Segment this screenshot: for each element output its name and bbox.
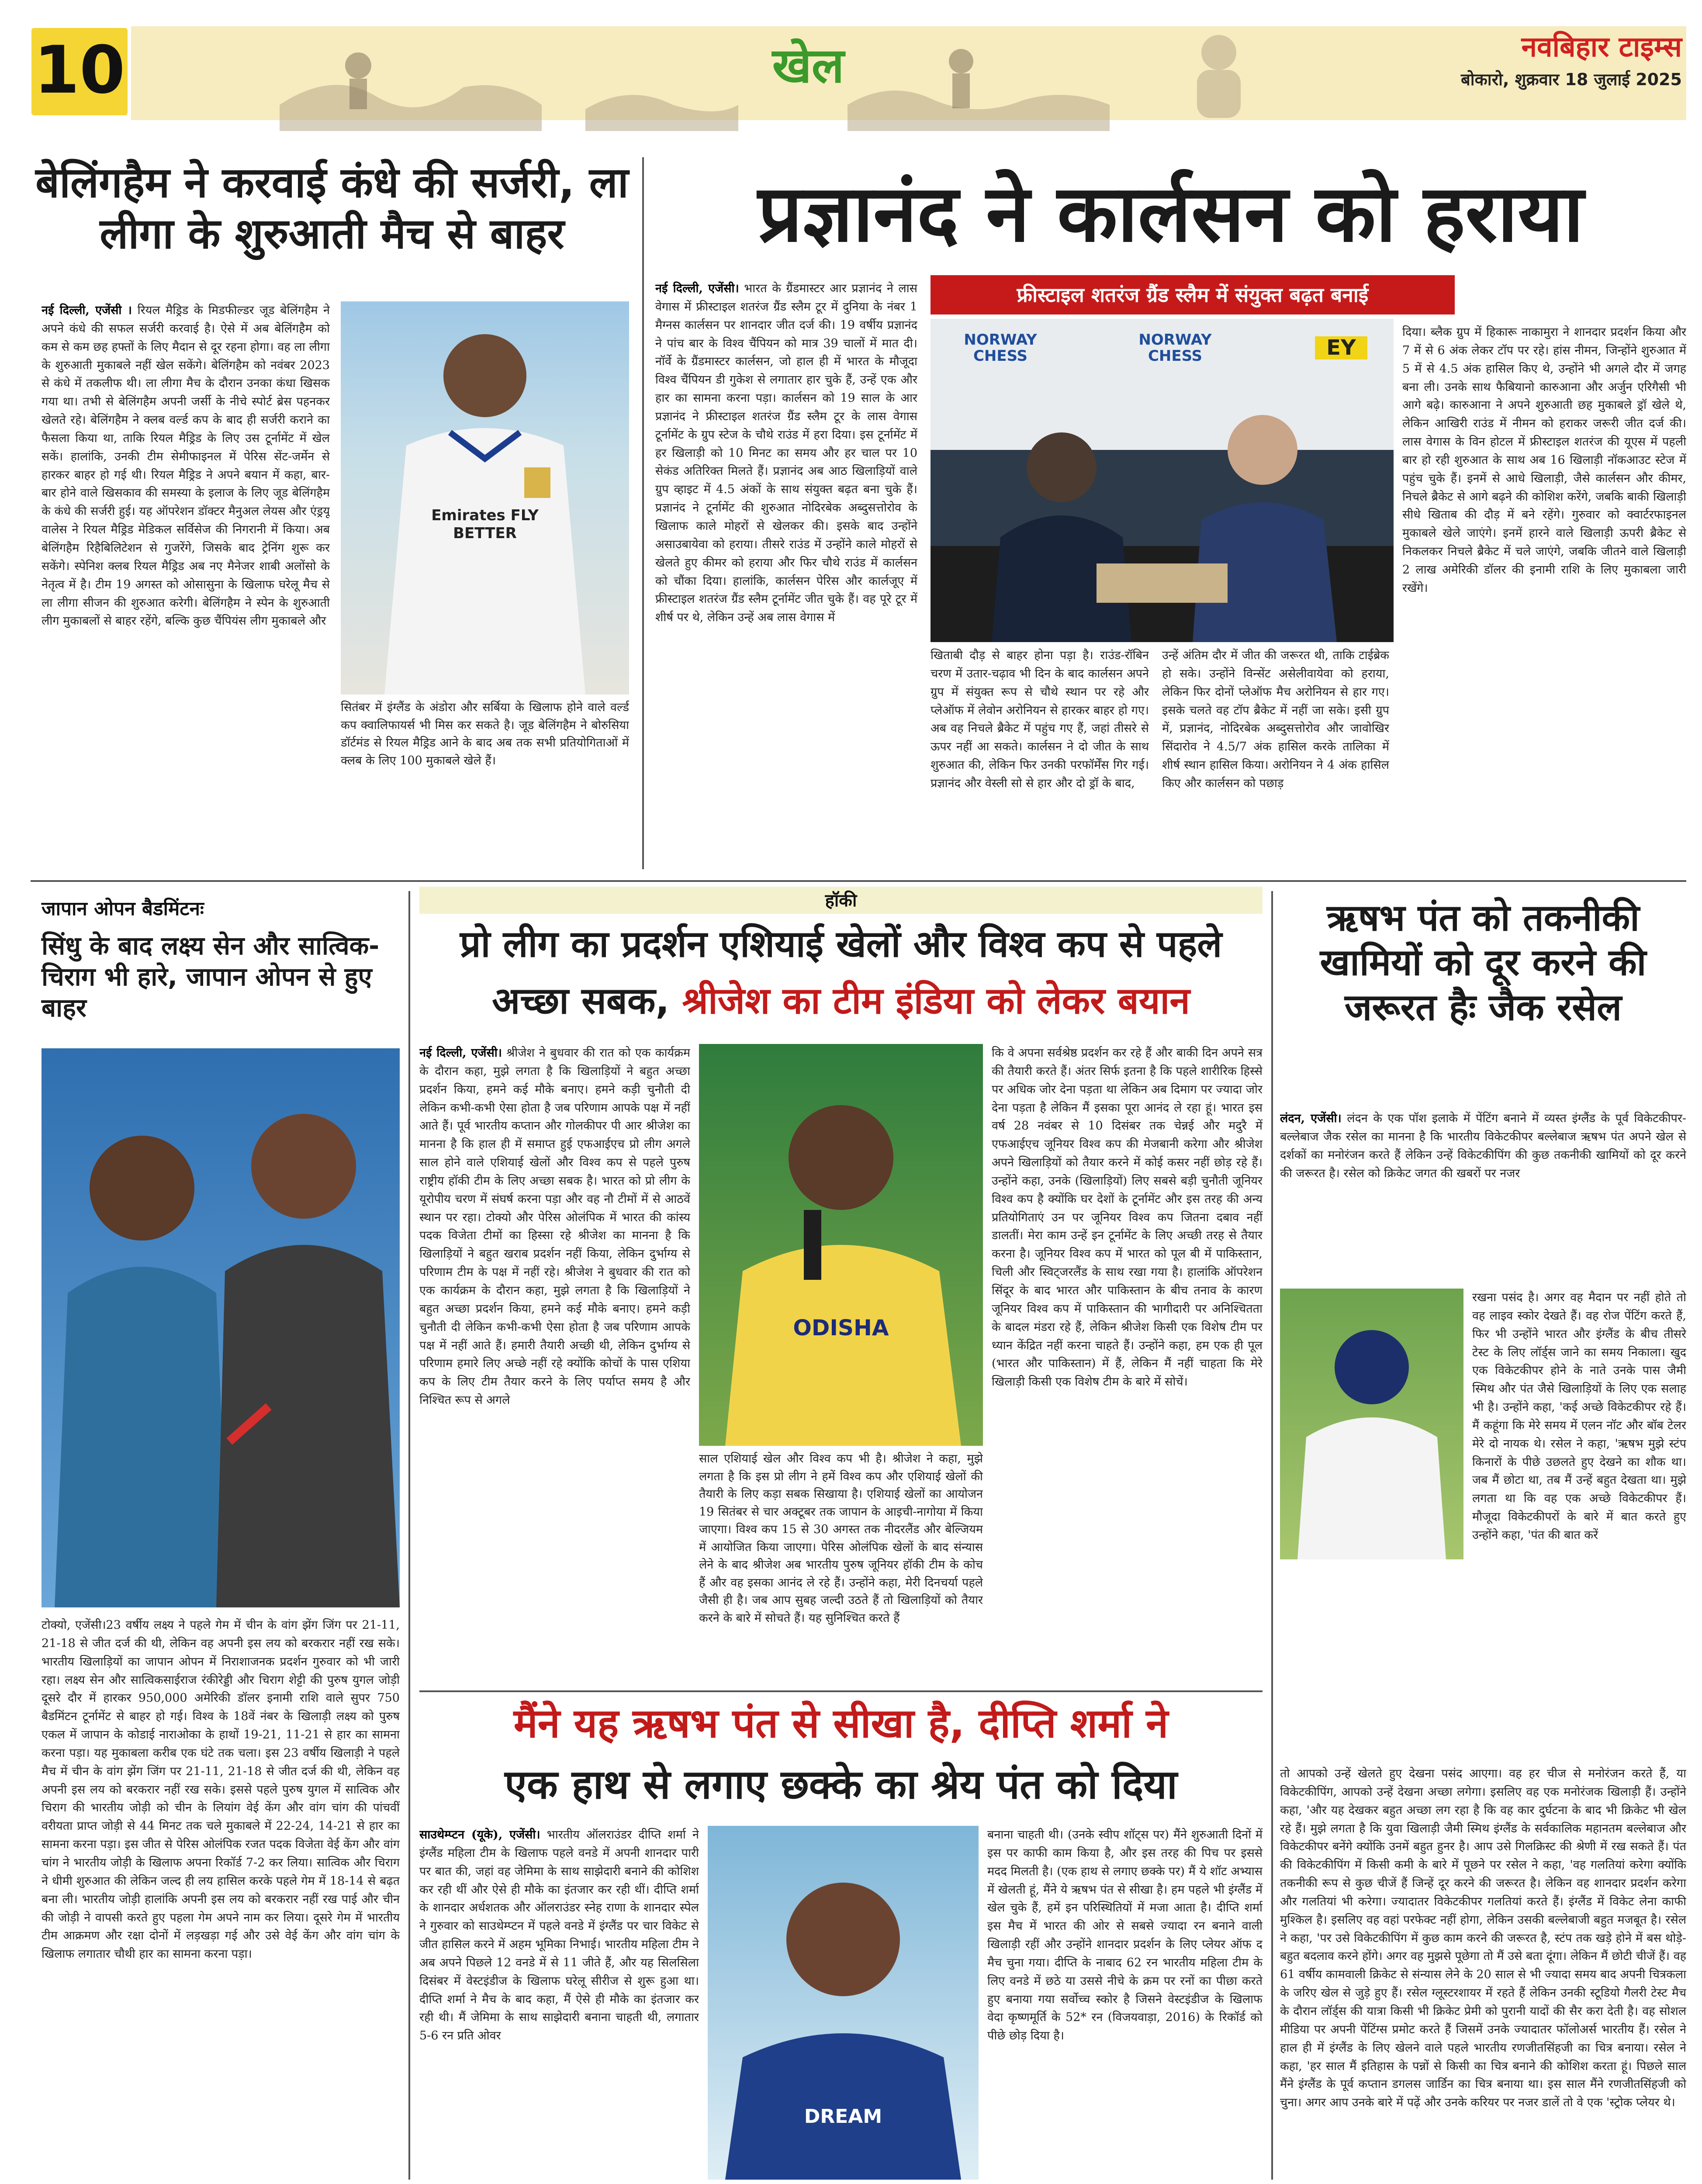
- article-dateline: नई दिल्ली, एजेंसी।: [655, 282, 739, 295]
- jersey-sponsor-text: ODISHA: [793, 1315, 889, 1341]
- article-dateline: लंदन, एजेंसी।: [1280, 1112, 1342, 1125]
- jersey-sponsor-text: Emirates FLY BETTER: [431, 507, 539, 542]
- photo-caption: साल एशियाई खेल और विश्व कप भी है। श्रीजेश ने कहा, मुझे लगता है कि इस प्रो लीग ने हमें विश्व कप और एशियाई खेलों की तैयारी के लिए कड़ा सबक सिखाया है। एशियाई खेलों का आयोजन 19 सितंबर से चार अक्टूबर तक जापान के आइची-नागोया में किया जाएगा। विश्व कप 15 से 30 अगस्त तक नीदरलैंड और बेल्जियम में आयोजित किया जाएगा। पेरिस ओलंपिक खेलों के बाद संन्यास लेने के बाद श्रीजेश अब भारतीय पुरुष जूनियर हॉकी टीम के कोच हैं और वह इसका आनंद ले रहे हैं। उन्होंने कहा, मेरी दिनचर्या पहले जैसी ही है। जब आप सुबह जल्दी उठते हैं तो खिलाड़ियों को तैयार करने के बारे में सोचते हैं। यह सुनिश्चित करते हैं: [699, 1452, 983, 1625]
- section-tag: [419, 887, 1263, 914]
- dateline: बोकारो, शुक्रवार 18 जुलाई 2025: [1461, 70, 1682, 89]
- chess-photo: [931, 319, 1394, 642]
- headline-highlight: श्रीजेश का टीम इंडिया को लेकर बयान: [682, 979, 1190, 1022]
- sponsor-banner: NORWAY CHESS: [964, 331, 1037, 365]
- article-col: रखना पसंद है। अगर वह मैदान पर नहीं होते तो वह लाइव स्कोर देखते हैं। वह रोज पेंटिंग करते हैं, फिर भी उन्होंने भारत और इंग्लैंड के बीच तीसरे टेस्ट के लिए लॉर्ड्स जाने का समय निकाला। खुद एक विकेटकीपर होने के नाते उनके पास जैमी स्मिथ और पंत जैसे खिलाड़ियों के लिए एक सलाह भी है। उन्होंने कहा, 'कई अच्छे विकेटकीपर रहे हैं। मैं कहूंगा कि मेरे समय में एलन नॉट और बॉब टेलर मेरे दो नायक थे। रसेल ने कहा, 'ऋषभ मुझे स्टंप किनारों के पीछे उछलते हुए देखने का शौक था। जब मैं छोटा था, तब मैं उन्हें बहुत देखता था। मुझे लगता था कि वह एक अच्छे विकेटकीपर हैं। मौजूदा विकेटकीपरों के बारे में बात करते हुए उन्होंने कहा, 'पंत की बात करें: [1472, 1291, 1686, 1542]
- article-text: भारतीय ऑलराउंडर दीप्ति शर्मा ने इंग्लैंड महिला टीम के खिलाफ पहले वनडे में अपनी शानदार पारी पर बात की, जहां वह जेमिमा के साथ साझेदारी बनाने की कोशिश कर रही थीं और ऐसे ही मौके का इंतजार कर रही थीं। दीप्ति शर्मा के शानदार अर्धशतक और ऑलराउंडर स्नेह राणा के शानदार स्पेल ने गुरुवार को साउथेम्प्टन में पहले वनडे में इंग्लैंड पर चार विकेट से जीत हासिल करने में अहम भूमिका निभाई। भारतीय महिला टीम ने अब अपने पिछले 12 वनडे में से 11 जीते हैं, और यह सिलसिला दिसंबर में वेस्टइंडीज के खिलाफ घरेलू सीरीज से शुरू हुआ था। दीप्ति शर्मा ने मैच के बाद कहा, मैं ऐसे ही मौके का इंतजार कर रही थी। मैं जेमिमा के साथ साझेदारी बनाना चाहती थी, लगातार 5-6 रन प्रति ओवर: [419, 1828, 699, 2043]
- article-col: बनाना चाहती थी। (उनके स्वीप शॉट्स पर) मैंने शुरुआती दिनों में इस पर काफी काम किया है, और इस तरह की पिच पर इससे मदद मिलती है। (एक हाथ से लगाए छक्के पर) मैं ये शॉट अभ्यास में खेलती हूं, मैंने ये ऋषभ पंत से सीखा है। हम पहले भी इंग्लैंड में खेल चुके हैं, हमें इन परिस्थितियों में मजा आता है। दीप्ति शर्मा इस मैच में भारत की ओर से सबसे ज्यादा रन बनाने वाली खिलाड़ी रहीं और उन्होंने शानदार प्रदर्शन के लिए प्लेयर ऑफ द मैच चुना गया। दीप्ति के नाबाद 62 रन भारतीय महिला टीम के लिए वनडे में छठे या उससे नीचे के क्रम पर रनों का पीछा करते हुए बनाया गया सर्वोच्च स्कोर है जिसने वेस्टइंडीज के खिलाफ वेदा कृष्णमूर्ति के 52* रन (विजयवाड़ा, 2016) के रिकॉर्ड को पीछे छोड़ दिया है।: [987, 1828, 1263, 2043]
- article-dateline: साउथेम्प्टन (यूके), एजेंसी।: [419, 1828, 540, 1842]
- sponsor-banner: EY: [1315, 336, 1367, 359]
- article-col: [655, 280, 917, 865]
- article-headline: [419, 978, 1263, 1031]
- article-text: लंदन के एक पॉश इलाके में पेंटिंग बनाने में व्यस्त इंग्लैंड के पूर्व विकेटकीपर-बल्लेबाज जैक रसेल का मानना है कि भारतीय विकेटकीपर बल्लेबाज ऋषभ पंत अपने खेल से दर्शकों का मनोरंजन करते हैं लेकिन उन्हें विकेटकीपिंग की कुछ तकनीकी खामियों को दूर करने की जरूरत है। रसेल को क्रिकेट जगत की खबरों पर नजर: [1280, 1112, 1686, 1180]
- headline-part: अच्छा सबक,: [492, 979, 682, 1022]
- badminton-photo: [42, 1048, 400, 1607]
- article-headline: प्रो लीग का प्रदर्शन एशियाई खेलों और विश्व कप से पहले: [460, 923, 1222, 965]
- article-headline: बेलिंगहैम ने करवाई कंधे की सर्जरी, ला लीगा के शुरुआती मैच से बाहर: [35, 158, 629, 259]
- page-number-box: [31, 28, 128, 115]
- sreejesh-photo: [699, 1044, 983, 1446]
- article-body: [42, 301, 330, 869]
- article-dateline: नई दिल्ली, एजेंसी ।: [42, 304, 132, 317]
- article-headline: मैंने यह ऋषभ पंत से सीखा है, दीप्ति शर्मा ने: [513, 1700, 1169, 1747]
- column-rule: [1271, 891, 1273, 2180]
- row-rule: [31, 880, 1686, 882]
- article-col: खिताबी दौड़ से बाहर होना पड़ा है। राउंड-रॉबिन चरण में उतार-चढ़ाव भी दिन के बाद कार्लसन अपने ग्रुप में संयुक्त रूप से चौथे स्थान पर रहे और प्लेऑफ में लेवोन अरोनियन से हारकर बाहर हो गए। अब वह निचले ब्रैकेट में पहुंच गए हैं, जहां तीसरे से ऊपर नहीं आ सकते। कार्लसन ने दो जीत के साथ शुरुआत की, लेकिन फिर उनकी परफॉर्मेंस गिर गई। प्रज्ञानंद और वेस्ली सो से हार और दो ड्रॉ के बाद,: [931, 649, 1149, 790]
- page-number: 10: [34, 32, 125, 108]
- article-dateline: नई दिल्ली, एजेंसी।: [419, 1046, 502, 1060]
- article-body: टोक्यो, एजेंसी।23 वर्षीय लक्ष्य ने पहले गेम में चीन के वांग झेंग जिंग पर 21-11, 21-18 से जीत दर्ज की थी, लेकिन वह अपनी इस लय को बरकरार नहीं रख सके। भारतीय खिलाड़ियों का जापान ओपन में निराशाजनक प्रदर्शन गुरुवार को भी जारी रहा। लक्ष्य सेन और सात्विकसाईराज रंकीरेड्डी और चिराग शेट्टी की पुरुष युगल जोड़ी दूसरे दौर में हारकर 950,000 अमेरिकी डॉलर इनामी राशि वाले सुपर 750 बैडमिंटन टूर्नामेंट से बाहर हो गई। विश्व के 18वें नंबर के खिलाड़ी लक्ष्य को पुरुष एकल में जापान के कोडाई नाराओका के हाथों 19-21, 11-21 से हार का सामना करना पड़ा। यह मुकाबला करीब एक घंटे तक चला। इस 23 वर्षीय खिलाड़ी ने पहले मैच में चीन के वांग झेंग जिंग पर 21-11, 21-18 से जीत दर्ज की थी, लेकिन वह अपनी इस लय को बरकरार नहीं रख सके। इससे पहले पुरुष युगल में सात्विक और चिराग की भारतीय जोड़ी को चीन के लियांग वेई केंग और वांग चांग की पांचवीं वरीयता प्राप्त जोड़ी से 44 मिनट तक चले मुकाबले में 22-24, 14-21 से हार का सामना करना पड़ा। इस जीत से पेरिस ओलंपिक रजत पदक विजेता वेई केंग और वांग चांग ने भारतीय जोड़ी के खिलाफ अपना रिकॉर्ड 7-2 कर लिया। सात्विक और चिराग ने धीमी शुरुआत की लेकिन जल्द ही लय हासिल करके पहले गेम में 18-14 से बढ़त बना ली। भारतीय जोड़ी हालांकि अपनी इस लय को बरकरार नहीं रख पाई और चीन की जोड़ी ने वापसी करते हुए पहला गेम अपने नाम कर लिया। दूसरे गेम में भारतीय टीम आक्रमण और रक्षा दोनों में लड़खड़ा गई और उसे वेई केंग और वांग चांग के खिलाफ लगातार चौथी हार का सामना करना पड़ा।: [42, 1618, 400, 1961]
- bellingham-photo: [341, 301, 629, 695]
- jersey-sponsor-text: DREAM: [804, 2105, 882, 2128]
- masthead: [0, 0, 1702, 170]
- article-text: भारत के ग्रैंडमास्टर आर प्रज्ञानंद ने लास वेगास में फ्रीस्टाइल शतरंज ग्रैंड स्लैम टूर में दुनिया के नंबर 1 मैग्नस कार्लसन पर शानदार जीत दर्ज की। 19 वर्षीय प्रज्ञानंद ने पांच बार के विश्व चैंपियन को मात्र 39 चालों में मात दी। नॉर्वे के ग्रैंडमास्टर कार्लसन, जो हाल ही में भारत के मौजूदा विश्व चैंपियन डी गुकेश से लगातार हार चुके हैं, उन्हें एक और हार का सामना करना पड़ा। कार्लसन को 19 साल के आर प्रज्ञानंद ने फ्रीस्टाइल शतरंज ग्रैंड स्लैम टूर के लास वेगास टूर्नामेंट के ग्रुप स्टेज के चौथे राउंड में हरा दिया। इस टूर्नामेंट में हर खिलाड़ी को 10 मिनट का समय और हर चाल पर 10 सेकंड अतिरिक्त मिलते हैं। प्रज्ञानंद अब आठ खिलाड़ियों वाले ग्रुप व्हाइट में 4.5 अंकों के साथ संयुक्त बढ़त बना चुके हैं। प्रज्ञानंद ने टूर्नामेंट की शुरुआत नोदिरबेक अब्दुसत्तोरोव के खिलाफ काले मोहरों से खेलकर की। इसके बाद उन्होंने असाउबायेवा को हराया। तीसरे राउंड में उन्होंने काले मोहरों से खेलते हुए कीमर को हराया और फिर चौथे राउंड में कार्लसन को चौंका दिया। हालांकि, कार्लसन पेरिस और कार्लजूए में फ्रीस्टाइल शतरंज ग्रैंड स्लैम टूर्नामेंट जीत चुके हैं। वह पूरे टूर में शीर्ष पर थे, लेकिन उन्हें अब लास वेगास में: [655, 282, 917, 625]
- article-col: दिया। ब्लैक ग्रुप में हिकारू नाकामुरा ने शानदार प्रदर्शन किया और 7 में से 6 अंक लेकर टॉप पर रहे। हांस नीमन, जिन्होंने शुरुआत में 5 में से 4.5 अंक हासिल किए थे, उन्होंने भी अगले दौर में जगह बना ली। उनके साथ फैबियानो कारुआना और अर्जुन एरिगैसी भी आगे बढ़े। कारुआना ने अपने शुरुआती छह मुकाबले ड्रॉ खेले थे, लेकिन आखिरी राउंड में नीमन को हराकर जरूरी जीत दर्ज की। लास वेगास के विन होटल में फ्रीस्टाइल शतरंज की यूएस में पहली बार हो रही शुरुआत के साथ अब 16 खिलाड़ी नॉकआउट स्टेज में पहुंच चुके हैं। इनमें से आधे खिलाड़ी, जैसे कार्लसन और कीमर, निचले ब्रैकेट से आगे बढ़ने की कोशिश करेंगे, जबकि बाकी खिलाड़ी सीधे खिताब की दौड़ में बने रहेंगे। गुरुवार को क्वार्टरफाइनल मुकाबले खेले जाएंगे। इनमें हारने वाले खिलाड़ी ऊपरी ब्रैकेट से निकलकर निचले ब्रैकेट में चले जाएंगे, जबकि जीतने वाले खिलाड़ी 2 लाख अमेरिकी डॉलर की इनामी राशि के लिए मुकाबला जारी रखेंगे।: [1402, 325, 1686, 595]
- photo-caption: सितंबर में इंग्लैंड के अंडोरा और सर्बिया के खिलाफ होने वाले वर्ल्ड कप क्वालिफायर्स भी मिस कर सकते है। जूड बेलिंगहैम ने बोरुसिया डॉर्टमंड से रियल मैड्रिड आने के बाद अब तक सभी प्रतियोगिताओं में क्लब के लिए 100 मुकाबले खेले हैं।: [341, 701, 629, 767]
- brand-name: नवबिहार टाइम्स: [1521, 31, 1682, 63]
- column-rule: [642, 157, 644, 869]
- article-subhead: फ्रीस्टाइल शतरंज ग्रैंड स्लैम में संयुक्त बढ़त बनाई: [931, 275, 1455, 314]
- article-body: [1280, 1109, 1686, 1284]
- deepti-photo: [708, 1826, 979, 2180]
- article-headline: एक हाथ से लगाए छक्के का श्रेय पंत को दिया: [505, 1761, 1177, 1808]
- sponsor-banner: NORWAY CHESS: [1138, 331, 1212, 365]
- article-headline: सिंधु के बाद लक्ष्य सेन और सात्विक-चिराग भी हारे, जापान ओपन से हुए बाहर: [42, 931, 380, 1023]
- article-col: उन्हें अंतिम दौर में जीत की जरूरत थी, ताकि टाईब्रेक हो सके। उन्होंने विन्सेंट असेलीवायेवा को हराया, लेकिन फिर दोनों प्लेऑफ मैच अरोनियन से हार गए। इसके चलते वह टॉप ब्रैकेट में नहीं जा सके। इसी ग्रुप में, प्रज्ञानंद, नोदिरबेक अब्दुसत्तोरोव और जावोखिर सिंदारोव ने 4.5/7 अंक हासिल करके तालिका में शीर्ष स्थान हासिल किया। अरोनियन ने 4 अंक हासिल किए और कार्लसन को पछाड़: [1162, 649, 1389, 790]
- article-headline: ऋषभ पंत को तकनीकी खामियों को दूर करने की जरूरत हैः जैक रसेल: [1320, 896, 1647, 1029]
- article-headline: प्रज्ञानंद ने कार्लसन को हराया: [758, 168, 1584, 259]
- article-col: तो आपको उन्हें खेलते हुए देखना पसंद आएगा। वह हर चीज से मनोरंजन करते हैं, या विकेटकीपिंग, आपको उन्हें देखना अच्छा लगेगा। इसलिए वह एक मनोरंजक खिलाड़ी हैं। उन्होंने कहा, 'और यह देखकर बहुत अच्छा लग रहा है कि वह कार दुर्घटना के बाद भी क्रिकेट भी खेल रहे हैं। मुझे लगता है कि युवा खिलाड़ी जैमी स्मिथ इंग्लैंड के सर्वकालिक महानतम बल्लेबाज और विकेटकीपर बनेंगे क्योंकि उनमें बहुत हुनर है। आप उसे गिलक्रिस्ट की श्रेणी में रख सकते हैं। पंत की विकेटकीपिंग में किसी कमी के बारे में पूछने पर रसेल ने कहा, 'वह गलतियां करेगा क्योंकि तकनीकी रूप से कुछ चीजें हैं जिन्हें दूर करने की जरूरत है। लेकिन वह शानदार प्रदर्शन करेगा और गलतियां भी करेगा। ज्यादातर विकेटकीपर गलतियां करते हैं। इंग्लैंड में विकेट लेना काफी मुश्किल है। इसलिए वह वहां परफेक्ट नहीं होगा, लेकिन उसकी बल्लेबाजी बहुत मजबूत है। रसेल ने कहा, 'पर उसे विकेटकीपिंग में कुछ काम करने की जरूरत है, स्टंप तक खड़े होने में बस थोड़े-बहुत बदलाव करने होंगे। अगर वह मुझसे पूछेगा तो मैं उसे बता दूंगा। लेकिन मैं छोटी चीजें हैं। वह 61 वर्षीय कामवाली क्रिकेट से संन्यास लेने के 20 साल से भी ज्यादा समय बाद अपनी चित्रकला के जरिए खेल से जुड़े हुए हैं। रसेल ग्लूस्टरशायर में रहते हैं लेकिन उनकी स्टूडियो गैलरी टेस्ट मैच के दौरान लॉर्ड्स की यात्रा किसी भी क्रिकेट प्रेमी को पुरानी यादों की सैर करा देती है। वह सोशल मीडिया पर अपनी पेंटिंग्स प्रमोट करते हैं जिसमें उनके ज्यादातर फॉलोअर्स भारतीय हैं। रसेल ने हाल ही में इंग्लैंड के लिए खेलने वाले पहले भारतीय रणजीतसिंहजी का चित्र बनाया। रसेल ने कहा, 'हर साल मैं इतिहास के पन्नों से किसी का चित्र बनाने की कोशिश करता हूं। पिछले साल मैंने इंग्लैंड के पूर्व कप्तान डगलस जार्डिन का चित्र बनाया था। इस साल मैंने रणजीतसिंहजी को चुना। अगर आप उनके बारे में पढ़ें और उनके करियर पर नजर डालें तो वे एक 'स्ट्रोक प्लेयर थे।: [1280, 1767, 1686, 2110]
- section-title: खेल: [772, 38, 844, 93]
- article-col: [419, 1044, 690, 1682]
- rishabh-photo: [1280, 1289, 1463, 1559]
- article-text: रियल मैड्रिड के मिडफील्डर जूड बेलिंगहैम ने अपने कंधे की सफल सर्जरी करवाई है। ऐसे में अब बेलिंगहैम को कम से कम छह हफ्तों के लिए मैदान से दूर रहना होगा। वह ला लीगा के शुरुआती मुकाबले नहीं खेल सकेंगे। बेलिंगहैम को नवंबर 2023 से कंधे में तकलीफ थी। ला लीगा मैच के दौरान उनका कंधा खिसक गया था। तभी से बेलिंगहैम अपनी जर्सी के नीचे स्पोर्ट ब्रेस पहनकर खेलते रहे। बेलिंगहैम ने क्लब वर्ल्ड कप के बाद ही सर्जरी कराने का फैसला किया था, ताकि रियल मैड्रिड के लिए उस टूर्नामेंट में खेल सकें। हालांकि, उनकी टीम सेमीफाइनल में पेरिस सेंट-जर्मेन से हारकर बाहर हो गई थी। रियल मैड्रिड ने अपने बयान में कहा, बार-बार होने वाले खिसकाव की समस्या के इलाज के लिए जूड बेलिंगहैम के कंधे की सर्जरी हुई। यह ऑपरेशन डॉक्टर मैनुअल लेयस और एंड्रयू वालेस ने रियल मैड्रिड मेडिकल सर्विसेज की निगरानी में किया। अब बेलिंगहैम रिहैबिलिटेशन से गुजरेंगे, जिसके बाद ट्रेनिंग शुरू कर सकेंगे। स्पेनिश क्लब रियल मैड्रिड अब नए मैनेजर शाबी अलोंसो के नेतृत्व में है। टीम 19 अगस्त को ओसासुना के खिलाफ घरेलू मैच से ला लीगा सीजन की शुरुआत करेगी। बेलिंगहैम ने स्पेन के शुरुआती लीग मुकाबलों से बाहर रहेंगे, बल्कि कुछ चैंपियंस लीग मुकाबले और: [42, 304, 330, 628]
- row-rule: [419, 1690, 1263, 1692]
- column-rule: [408, 891, 410, 2180]
- article-col: कि वे अपना सर्वश्रेष्ठ प्रदर्शन कर रहे हैं और बाकी दिन अपने सत्र की तैयारी करते हैं। अंतर सिर्फ इतना है कि पहले शारीरिक हिस्से पर अधिक जोर देना पड़ता था लेकिन अब दिमाग पर ज्यादा जोर देना पड़ता है लेकिन मैं इसका पूरा आनंद ले रहा हूं। भारत इस वर्ष 28 नवंबर से 10 दिसंबर तक चेन्नई और मदुरै में एफआईएच जूनियर विश्व कप की मेजबानी करेगा और श्रीजेश अपने खिलाड़ियों को तैयार करने में कोई कसर नहीं छोड़ रहे हैं। उन्होंने कहा, उनके (खिलाड़ियों) लिए सबसे बड़ी चुनौती जूनियर विश्व कप है क्योंकि घर देशों के टूर्नामेंट और इस तरह की अन्य प्रतियोगिताएं उन पर जूनियर विश्व कप जितना दबाव नहीं डालतीं। मेरा काम उन्हें इन टूर्नामेंट के लिए अच्छी तरह से तैयार करना है। जूनियर विश्व कप में भारत को पूल बी में पाकिस्तान, चिली और स्विट्जरलैंड के साथ रखा गया है। हालांकि ऑपरेशन सिंदूर के बाद भारत और पाकिस्तान के बीच तनाव के कारण जूनियर विश्व कप में पाकिस्तान की भागीदारी पर अनिश्चितता के बादल मंडरा रहे हैं, लेकिन श्रीजेश किसी एक विशेष टीम पर ध्यान केंद्रित नहीं करना चाहते हैं। उन्होंने कहा, हम एक ही पूल (भारत और पाकिस्तान) में हैं, लेकिन मैं नहीं चाहता कि मेरे खिलाड़ी किसी एक विशेष टीम के बारे में सोचें।: [992, 1046, 1263, 1389]
- article-col: [419, 1826, 699, 2180]
- article-text: श्रीजेश ने बुधवार की रात को एक कार्यक्रम के दौरान कहा, मुझे लगता है कि खिलाड़ियों ने बहुत अच्छा प्रदर्शन किया, हमने कई मौके बनाए। हमने कड़ी चुनौती दी लेकिन कभी-कभी ऐसा होता है जब परिणाम आपके पक्ष में नहीं आते हैं। पूर्व भारतीय कप्तान और गोलकीपर पी आर श्रीजेश का मानना है कि हाल ही में समाप्त हुई एफआईएच प्रो लीग अगले साल होने वाले एशियाई खेलों और विश्व कप से पहले पुरुष राष्ट्रीय हॉकी टीम के लिए अच्छा सबक है। भारत को प्रो लीग के यूरोपीय चरण में संघर्ष करना पड़ा और वह नौ टीमों में से आठवें स्थान पर रहा। टोक्यो और पेरिस ओलंपिक में भारत की कांस्य पदक विजेता टीमों का हिस्सा रहे श्रीजेश का मानना है कि खिलाड़ियों ने बहुत खराब प्रदर्शन नहीं किया, लेकिन दुर्भाग्य से परिणाम टीम के पक्ष में नहीं रहे। श्रीजेश ने बुधवार की रात को एक कार्यक्रम के दौरान कहा, मुझे लगता है कि खिलाड़ियों ने बहुत अच्छा प्रदर्शन किया, हमने कई मौके बनाए। हमने कड़ी चुनौती दी लेकिन कभी-कभी ऐसा होता है जब परिणाम आपके पक्ष में नहीं आते हैं। हमारी तैयारी अच्छी थी, लेकिन दुर्भाग्य से परिणाम हमारे लिए अच्छे नहीं रहे क्योंकि कोचों के पास एशिया कप के लिए टीम तैयार करने के लिए पर्याप्त समय है और निश्चित रूप से अगले: [419, 1046, 690, 1407]
- article-kicker: जापान ओपन बैडमिंटनः: [42, 898, 204, 920]
- tag-label: हॉकी: [825, 891, 857, 911]
